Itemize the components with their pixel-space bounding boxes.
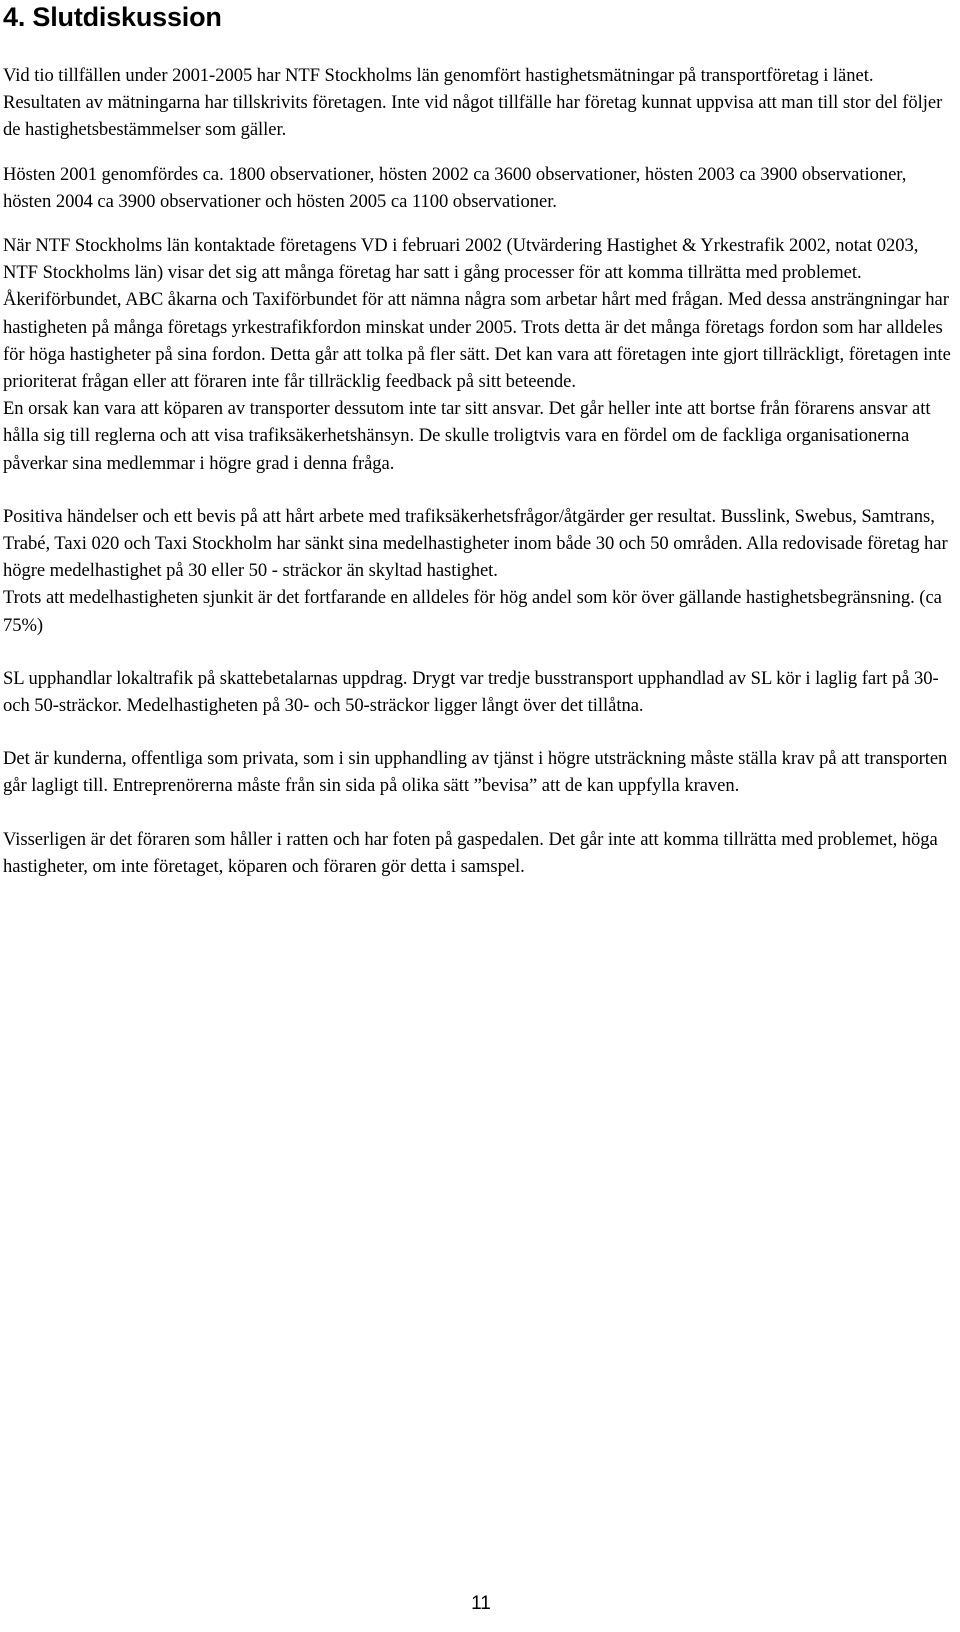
paragraph-buyer-responsibility: En orsak kan vara att köparen av transporter dessutom inte tar sitt ansvar. Det går heller inte att bortse från förarens ansvar att hålla sig till reglerna och att visa trafiksäkerhetshänsyn. De skulle troligtvis vara en fördel om de fackliga organisationerna påverkar sina medlemmar i högre grad i denna fråga.: [3, 398, 931, 474]
paragraph-speed-limit-share: Trots att medelhastigheten sjunkit är det fortfarande en alldeles för hög andel som kör över gällande hastighetsbegränsning. (ca 75%): [3, 587, 942, 636]
page-number-text: 11: [471, 1593, 491, 1614]
paragraph-positive-events: Positiva händelser och ett bevis på att hårt arbete med trafiksäkerhetsfrågor/åtgärder ger resultat. Busslink, Swebus, Samtrans, Trabé, Taxi 020 och Taxi Stockholm har sänkt sina medelhastigheter inom både 30 och 50 områden. Alla redovisade företag har högre medelhastighet på 30 eller 50 - sträckor än skyltad hastighet.: [3, 505, 948, 582]
page-number: [0, 1593, 960, 1615]
paragraph-ceo-contact: När NTF Stockholms län kontaktade företagens VD i februari 2002 (Utvärdering Hastighet & Yrkestrafik 2002, notat 0203, NTF Stockholms län) visar det sig att många företag har satt i gång processer för att komma tillrätta med problemet. Åkeriförbundet, ABC åkarna och Taxiförbundet för att nämna några som arbetar hårt med frågan. Med dessa ansträngningar har hastigheten på många företags yrkestrafikfordon minskat under 2005. Trots detta är det många företags fordon som har alldeles för höga hastigheter på sina fordon. Detta går att tolka på fler sätt. Det kan vara att företagen inte gjort tillräckligt, företagen inte prioriterat frågan eller att föraren inte får tillräcklig feedback på sitt beteende.: [3, 235, 951, 393]
paragraph-driver-responsibility: Visserligen är det föraren som håller i ratten och har foten på gaspedalen. Det går inte att komma tillrätta med problemet, höga hastigheter, om inte företaget, köparen och föraren gör detta i samspel.: [3, 828, 938, 877]
document-page: [3, 0, 955, 880]
paragraph-customer-demands: Det är kunderna, offentliga som privata, som i sin upphandling av tjänst i högre utsträckning måste ställa krav på att transporten går lagligt till. Entreprenörerna måste från sin sida på olika sätt ”bevisa” att de kan uppfylla kraven.: [3, 748, 948, 797]
section-heading: 4. Slutdiskussion: [3, 2, 222, 32]
paragraph-observations: Hösten 2001 genomfördes ca. 1800 observationer, hösten 2002 ca 3600 observationer, hösten 2003 ca 3900 observationer, hösten 2004 ca 3900 observationer och hösten 2005 ca 1100 observationer.: [3, 163, 907, 212]
paragraph-sl-procurement: SL upphandlar lokaltrafik på skattebetalarnas uppdrag. Drygt var tredje busstransport upphandlad av SL kör i laglig fart på 30- och 50-sträckor. Medelhastigheten på 30- och 50-sträckor ligger långt över det tillåtna.: [3, 667, 939, 717]
paragraph-measurements: Vid tio tillfällen under 2001-2005 har NTF Stockholms län genomfört hastighetsmätningar på transportföretag i länet. Resultaten av mätningarna har tillskrivits företagen. Inte vid något tillfälle har företag kunnat uppvisa att man till stor del följer de hastighetsbestämmelser som gäller.: [3, 65, 943, 141]
